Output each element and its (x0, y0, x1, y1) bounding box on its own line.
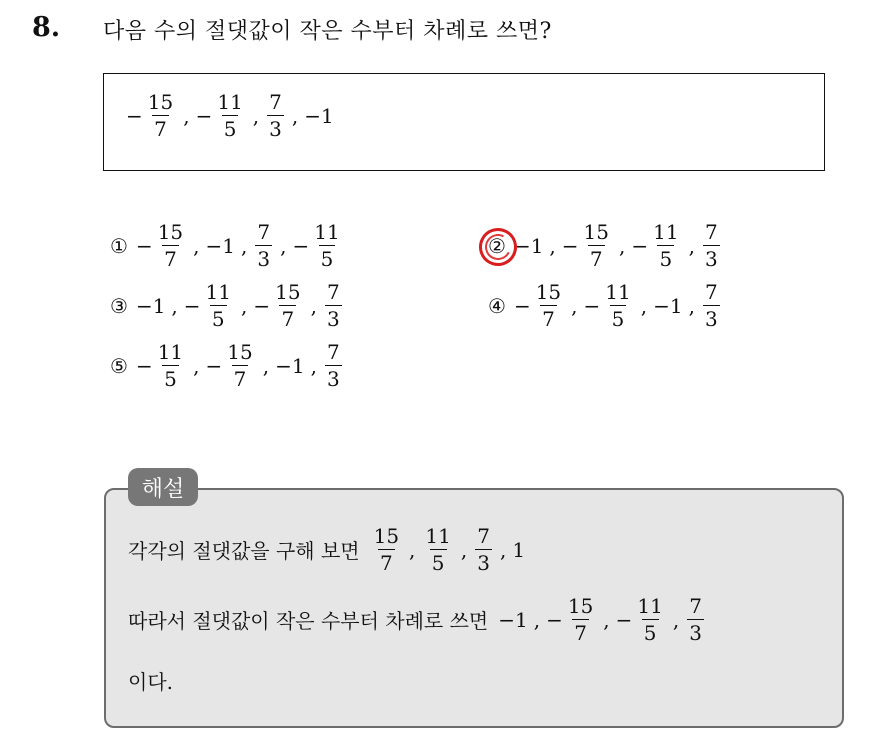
fraction-numerator: 7 (326, 340, 340, 364)
minus-sign: − (561, 233, 579, 258)
fraction (703, 222, 720, 269)
choice-marker: ③ (110, 293, 128, 318)
fraction-numerator: 7 (704, 220, 718, 244)
minus-sign: − (253, 293, 271, 318)
fraction-denominator: 5 (431, 551, 445, 575)
explanation-tag: 해설 (128, 468, 198, 506)
minus-sign: − (631, 233, 649, 258)
fraction-numerator: 7 (689, 594, 702, 618)
fraction (423, 526, 452, 573)
fraction (372, 526, 401, 573)
given-list (126, 92, 334, 139)
comma-separator: , (183, 103, 190, 128)
fraction-denominator: 5 (659, 247, 673, 271)
fraction (651, 222, 680, 269)
fraction-numerator: 15 (583, 220, 609, 244)
comma-separator: , (603, 607, 610, 632)
fraction (703, 282, 720, 329)
fraction-numerator: 15 (157, 220, 184, 244)
minus-sign: − (615, 607, 633, 632)
comma-separator: , (193, 353, 200, 378)
comma-separator: , (672, 607, 680, 632)
fraction-numerator: 11 (425, 524, 451, 548)
comma-separator: , (252, 103, 260, 128)
choice-5[interactable] (110, 342, 344, 389)
fraction-numerator: 15 (373, 524, 400, 548)
comma-separator: , (688, 293, 695, 318)
comma-separator: , (171, 293, 178, 318)
fraction-numerator: 7 (326, 280, 340, 304)
choice-values (514, 282, 722, 329)
explanation-line-2-text: 따라서 절댓값이 작은 수부터 차례로 쓰면 (128, 609, 489, 633)
comma-separator: , (291, 103, 299, 128)
choice-values (136, 342, 344, 389)
comma-separator: , (241, 293, 248, 318)
fraction-numerator: 11 (157, 340, 184, 364)
fraction-denominator: 5 (211, 307, 225, 331)
fraction (566, 596, 595, 643)
fraction (225, 342, 254, 389)
fraction-numerator: 11 (653, 220, 679, 244)
fraction-denominator: 3 (257, 247, 271, 271)
comma-separator: , (640, 293, 648, 318)
given-numbers-box (103, 73, 825, 171)
fraction (687, 596, 704, 643)
fraction-numerator: 7 (704, 280, 718, 304)
fraction-numerator: 11 (605, 280, 631, 304)
minus-sign: − (546, 607, 563, 632)
number-value: −1 (653, 293, 683, 318)
minus-sign: − (135, 353, 153, 378)
choice-marker: ① (110, 233, 128, 258)
choice-1[interactable] (110, 222, 344, 269)
choice-values (136, 222, 344, 269)
fraction (582, 222, 611, 269)
fraction-numerator: 11 (637, 594, 663, 618)
fraction-denominator: 3 (326, 367, 340, 391)
minus-sign: − (205, 353, 223, 378)
comma-separator: , (460, 537, 468, 562)
fraction-numerator: 15 (275, 280, 301, 304)
fraction-denominator: 7 (379, 551, 393, 575)
number-value: 1 (512, 537, 526, 562)
fraction-denominator: 7 (164, 247, 177, 271)
comma-separator: , (571, 293, 578, 318)
fraction (325, 342, 342, 389)
explanation-line-1-text: 각각의 절댓값을 구해 보면 (128, 539, 360, 563)
fraction-numerator: 15 (567, 594, 594, 618)
fraction (215, 92, 244, 139)
number-value: −1 (275, 353, 305, 378)
fraction-numerator: 11 (217, 90, 243, 114)
explanation-line-3: 이다. (128, 670, 173, 694)
fraction-numerator: 7 (269, 90, 282, 114)
minus-sign: − (195, 103, 213, 128)
fraction-denominator: 3 (269, 117, 282, 141)
fraction-denominator: 7 (281, 307, 295, 331)
question-text: 다음 수의 절댓값이 작은 수부터 차례로 쓰면? (103, 19, 552, 44)
comma-separator: , (241, 233, 248, 258)
fraction-denominator: 5 (164, 367, 177, 391)
fraction (635, 596, 664, 643)
choice-values (136, 282, 344, 329)
number-value: −1 (513, 233, 544, 258)
fraction (475, 526, 492, 573)
comma-separator: , (533, 607, 541, 632)
fraction-denominator: 3 (326, 307, 340, 331)
fraction-denominator: 5 (320, 247, 334, 271)
fraction (603, 282, 632, 329)
fraction (204, 282, 233, 329)
comma-separator: , (262, 353, 270, 378)
comma-separator: , (193, 233, 200, 258)
choice-3[interactable] (110, 282, 344, 329)
fraction (534, 282, 563, 329)
minus-sign: − (135, 233, 153, 258)
fraction-numerator: 7 (257, 220, 271, 244)
number-value: −1 (498, 607, 528, 632)
fraction-denominator: 5 (611, 307, 625, 331)
minus-sign: − (513, 293, 531, 318)
fraction (156, 222, 185, 269)
comma-separator: , (280, 233, 287, 258)
comma-separator: , (688, 233, 695, 258)
fraction (312, 222, 341, 269)
choice-marker: ② (488, 233, 506, 258)
fraction-denominator: 7 (154, 117, 167, 141)
fraction (156, 342, 185, 389)
fraction-denominator: 5 (223, 117, 237, 141)
question-number: 8. (32, 12, 61, 43)
fraction-denominator: 3 (704, 247, 718, 271)
comma-separator: , (499, 537, 507, 562)
explanation-line-1-values (370, 526, 525, 573)
fraction-denominator: 7 (589, 247, 603, 271)
fraction-numerator: 15 (535, 280, 562, 304)
minus-sign: − (183, 293, 201, 318)
fraction (146, 92, 175, 139)
fraction-denominator: 7 (233, 367, 247, 391)
fraction-numerator: 11 (205, 280, 231, 304)
fraction-denominator: 3 (704, 307, 718, 331)
choice-2[interactable] (488, 222, 722, 269)
number-value: −1 (304, 103, 334, 128)
fraction-denominator: 5 (643, 621, 657, 645)
fraction (325, 282, 342, 329)
fraction-numerator: 15 (227, 340, 253, 364)
choice-4[interactable] (488, 282, 722, 329)
minus-sign: − (126, 103, 143, 128)
comma-separator: , (310, 353, 317, 378)
fraction-denominator: 3 (689, 621, 702, 645)
fraction-numerator: 11 (314, 220, 340, 244)
explanation-line-2-values (498, 596, 706, 643)
comma-separator: , (619, 233, 626, 258)
choice-marker: ④ (488, 293, 506, 318)
choice-values (514, 222, 722, 269)
minus-sign: − (583, 293, 601, 318)
fraction-numerator: 7 (477, 524, 490, 548)
explanation-line-2 (128, 596, 706, 643)
fraction-denominator: 3 (477, 551, 490, 575)
fraction-denominator: 7 (574, 621, 587, 645)
fraction (267, 92, 284, 139)
comma-separator: , (549, 233, 556, 258)
fraction (273, 282, 302, 329)
choice-marker: ⑤ (110, 353, 128, 378)
comma-separator: , (310, 293, 317, 318)
number-value: −1 (205, 233, 235, 258)
comma-separator: , (409, 537, 416, 562)
minus-sign: − (292, 233, 310, 258)
fraction (255, 222, 272, 269)
fraction-numerator: 15 (147, 90, 174, 114)
explanation-line-1 (128, 526, 525, 573)
number-value: −1 (135, 293, 166, 318)
fraction-denominator: 7 (542, 307, 555, 331)
